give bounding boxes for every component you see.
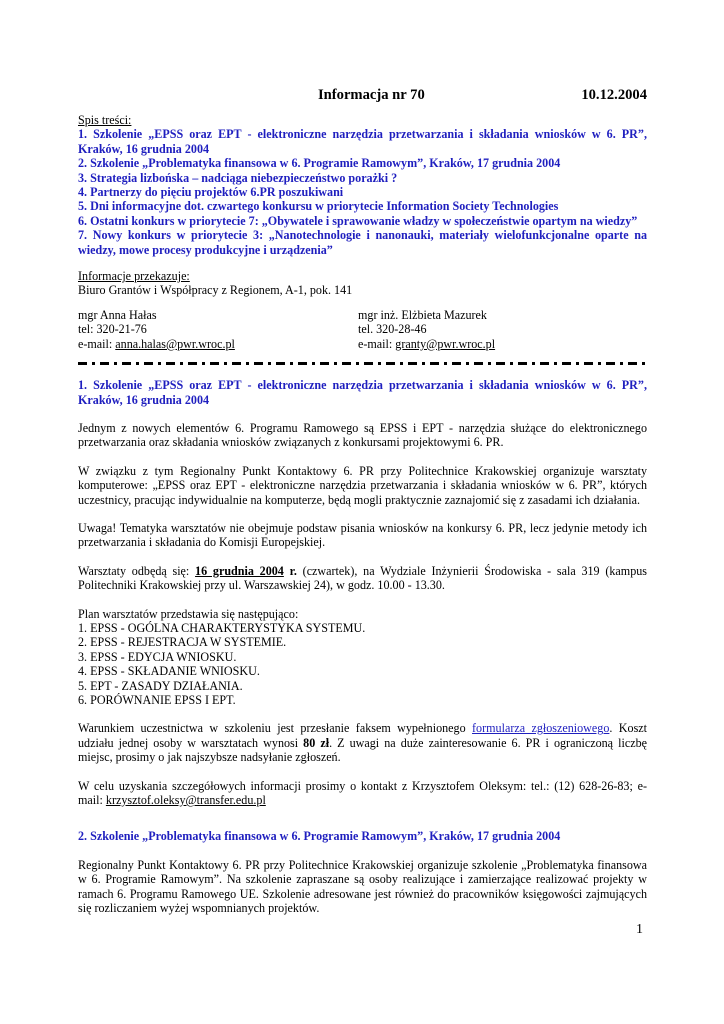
info-title: Informacje przekazuje:: [78, 269, 190, 284]
toc-title: Spis treści:: [78, 113, 132, 127]
section-1-paragraph-1: Jednym z nowych elementów 6. Programu Ramowego są EPSS i EPT - narzędzia służące do elektronicznego przetwarzania oraz składania wniosków związanych z konkursami projektowymi 6. PR.: [78, 420, 647, 450]
toc-item-7[interactable]: 7. Nowy konkurs w priorytecie 3: „Nanotechnologie i nanonauki, materiały wielofunkcjonalne oparte na wiedzy, mowe procesy produkcyjne i urządzenia”: [78, 228, 647, 257]
toc-item-5[interactable]: 5. Dni informacyjne dot. czwartego konkursu w priorytecie Information Society Technologies: [78, 199, 559, 214]
toc-item-2[interactable]: 2. Szkolenie „Problematyka finansowa w 6. Programie Ramowym”, Kraków, 17 grudnia 2004: [78, 156, 561, 171]
plan-item: 4. EPSS - SKŁADANIE WNIOSKU.: [78, 664, 260, 679]
section-1-paragraph-4: Warsztaty odbędą się: 16 grudnia 2004 r. (czwartek), na Wydziale Inżynierii Środowiska - sala 319 (kampus Politechniki Krakowskiej przy ul. Warszawskiej 24), w godz. 10.00 - 13.30.: [78, 563, 648, 593]
plan-title: Plan warsztatów przedstawia się następująco:: [78, 606, 299, 621]
document-page: [78, 86, 647, 915]
document-date: 10.12.2004: [581, 87, 647, 103]
table-of-contents: [78, 127, 647, 257]
contact-tel: tel: 320-21-76: [78, 322, 147, 337]
toc-item-3[interactable]: 3. Strategia lizbońska – nadciąga niebezpieczeństwo porażki ?: [78, 170, 398, 185]
page-number: 1: [636, 922, 643, 937]
toc-item-6[interactable]: 6. Ostatni konkurs w priorytecie 7: „Obywatele i sprawowanie władzy w społeczeństwie opartym na wiedzy”: [78, 213, 638, 228]
section-1-paragraph-5: Warunkiem uczestnictwa w szkoleniu jest przesłanie faksem wypełnionego formularza zgłoszeniowego. Koszt udziału jednej osoby w warsztatach wynosi 80 zł. Z uwagi na duże zainteresowanie 6. PR i ograniczoną liczbę miejsc, prosimy o jak najszybsze nadsyłanie zgłoszeń.: [78, 721, 648, 765]
section-1-paragraph-2: W związku z tym Regionalny Punkt Kontaktowy 6. PR przy Politechnice Krakowskiej organizuje warsztaty komputerowe: „EPSS oraz EPT - elektroniczne narzędzia przetwarzania i składania wniosków w 6. PR”, których uczestnicy, pracując indywidualnie na komputerze, będą mogli praktycznie zaznajomić się z zasadami ich działania.: [78, 463, 647, 507]
plan-item: 6. PORÓWNANIE EPSS I EPT.: [78, 693, 236, 707]
section-divider: [78, 362, 647, 365]
info-office: Biuro Grantów i Współpracy z Regionem, A-1, pok. 141: [78, 283, 353, 298]
cost-value: 80 zł: [303, 735, 330, 750]
section-1-paragraph-6: W celu uzyskania szczegółowych informacji prosimy o kontakt z Krzysztofem Oleksym: tel.: (12) 628-26-83; e-mail: krzysztof.oleksy@transfer.edu.pl: [78, 778, 647, 808]
section-2-paragraph-1: Regionalny Punkt Kontaktowy 6. PR przy Politechnice Krakowskiej organizuje szkolenie „Problematyka finansowa w 6. Programie Ramowym”. Na szkolenie zapraszane są osoby realizujące i zamierzające realizować projekty w ramach 6. Programu Ramowego UE. Szkolenie adresowane jest również do pracowników księgowości zajmujących się rozliczaniem wyżej wspomnianych projektów.: [78, 857, 647, 916]
contact-tel: tel. 320-28-46: [358, 322, 427, 337]
contacts: [78, 308, 647, 351]
contact-email-link[interactable]: granty@pwr.wroc.pl: [395, 336, 496, 351]
contact-email-label: e-mail:: [358, 336, 396, 351]
toc-item-4[interactable]: 4. Partnerzy do pięciu projektów 6.PR poszukiwani: [78, 185, 344, 200]
contact-email-label: e-mail:: [78, 336, 116, 351]
section-1-title: 1. Szkolenie „EPSS oraz EPT - elektroniczne narzędzia przetwarzania i składania wniosków w 6. PR”, Kraków, 16 grudnia 2004: [78, 378, 647, 407]
contact-email-link[interactable]: anna.halas@pwr.wroc.pl: [115, 336, 235, 351]
registration-form-link[interactable]: formularza zgłoszeniowego: [472, 721, 610, 736]
plan-item: 1. EPSS - OGÓLNA CHARAKTERYSTYKA SYSTEMU.: [78, 620, 366, 635]
contact-name: mgr inż. Elżbieta Mazurek: [358, 307, 487, 322]
section-1-paragraph-3: Uwaga! Tematyka warsztatów nie obejmuje podstaw pisania wniosków na konkursy 6. PR, lecz jedynie metody ich przetwarzania i składania do Komisji Europejskiej.: [78, 520, 647, 550]
toc-item-1[interactable]: 1. Szkolenie „EPSS oraz EPT - elektroniczne narzędzia przetwarzania i składania wniosków w 6. PR”, Kraków, 16 grudnia 2004: [78, 127, 647, 156]
document-header: [318, 86, 647, 104]
contact-name: mgr Anna Hałas: [78, 307, 157, 322]
section-2-title: 2. Szkolenie „Problematyka finansowa w 6. Programie Ramowym”, Kraków, 17 grudnia 2004: [78, 829, 561, 844]
contact-email-link[interactable]: krzysztof.oleksy@transfer.edu.pl: [105, 793, 266, 808]
document-title: Informacja nr 70: [318, 87, 425, 103]
plan-list: [78, 621, 647, 707]
plan-item: 2. EPSS - REJESTRACJA W SYSTEMIE.: [78, 635, 287, 650]
plan-item: 5. EPT - ZASADY DZIAŁANIA.: [78, 678, 243, 693]
workshop-date: 16 grudnia 2004: [195, 563, 284, 578]
contact-1: [78, 308, 358, 351]
contact-2: [358, 308, 638, 351]
plan-item: 3. EPSS - EDYCJA WNIOSKU.: [78, 649, 237, 664]
